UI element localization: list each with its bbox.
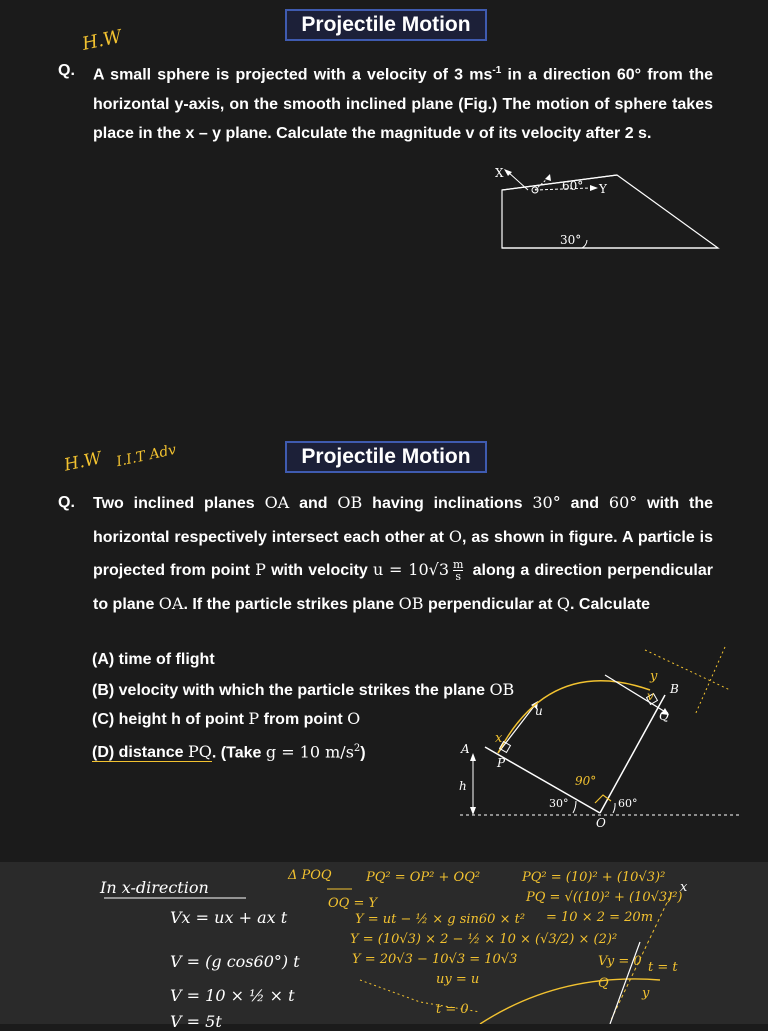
option-c: (C) height h of point P from point O — [92, 709, 361, 728]
pq-result: = 10 × 2 = 20m — [546, 910, 654, 925]
y-note: y — [642, 986, 650, 1001]
two-planes-figure — [455, 635, 755, 835]
angle-60-label-2: 60° — [618, 797, 638, 810]
uy-note: uy = u — [436, 972, 480, 987]
question-label: Q. — [58, 62, 75, 79]
y-equation-1: Y = ut − ½ × g sin60 × t² — [355, 912, 526, 927]
page-title: Projectile Motion — [285, 9, 487, 41]
options-list — [92, 645, 514, 763]
oq-equation: OQ = Y — [328, 896, 378, 911]
y-equation-3: Y = 20√3 − 10√3 = 10√3 — [352, 952, 518, 967]
question-text: A small sphere is projected with a velocity of 3 $ms^{-1}$ in a direction 60° from the horizontal y-axis, on the smooth inclined plane (Fig.) The motion of sphere takes place in the x – y plane. Calculate the magnitude v of its velocity after 2 s. — [93, 65, 713, 143]
angle-90-mark: 90° — [575, 774, 597, 788]
vx-equation: Vx = ux + ax t — [170, 908, 288, 927]
v-equation-2: V = 10 × ½ × t — [170, 986, 295, 1005]
inclined-plane-figure — [490, 160, 730, 255]
option-a: (A) time of flight — [92, 651, 215, 668]
triangle-label: Δ POQ — [288, 868, 332, 883]
t-note: t = t — [648, 960, 678, 975]
t0-note: t = 0 — [436, 1002, 469, 1017]
point-b-label: B — [670, 682, 679, 696]
hw-mark-2: H.W — [62, 448, 104, 476]
vy0-note: Vy = 0 — [598, 954, 642, 969]
pq-equation: PQ² = OP² + OQ² — [366, 870, 481, 885]
point-p-label: P — [497, 756, 506, 770]
angle-60-label: 60° — [562, 179, 584, 193]
angle-30-label-2: 30° — [549, 797, 569, 810]
velocity-v-mark: v — [647, 689, 654, 703]
question-text-2: Two inclined planes OA and OB having inclinations 30° and 60° with the horizontal respectively intersect each other at O, as shown in figure. A particle is projected from point P with velocity u = 10√3 $\frac{m}{s}$ along a direction perpendicular to plane OA. If the particle strikes plane OB perpendicular at Q. Calculate — [93, 493, 714, 613]
solution-area — [0, 862, 768, 1031]
hw-mark: H.W — [80, 26, 124, 55]
solution-heading: In x-direction — [100, 878, 209, 897]
solution-sketch — [0, 862, 768, 1024]
page-title-2: Projectile Motion — [285, 441, 487, 473]
option-b: (B) velocity with which the particle strikes the plane OB — [92, 679, 515, 699]
y-equation-2: Y = (10√3) × 2 − ½ × 10 × (√3/2) × (2)² — [350, 932, 618, 947]
pq-root: PQ = √((10)² + (10√3)²) — [526, 890, 683, 905]
y-axis-label: Y — [599, 182, 607, 196]
y-axis-mark: y — [650, 669, 658, 684]
q-note: Q — [598, 976, 609, 991]
source-mark: I.I.T Adv — [115, 441, 178, 471]
x-note: x — [680, 880, 688, 895]
x-axis-mark: x — [495, 731, 503, 746]
angle-30-label: 30° — [560, 233, 582, 247]
v-equation-3: V = 5t — [170, 1012, 222, 1031]
pq-squared: PQ² = (10)² + (10√3)² — [522, 870, 666, 885]
point-q-label: Q — [659, 709, 669, 723]
point-a-label: A — [461, 742, 470, 756]
x-axis-label: X — [495, 166, 504, 180]
height-label: h — [459, 779, 467, 793]
point-o-label: O — [596, 816, 606, 830]
question-label-2: Q. — [58, 494, 75, 511]
v-equation-1: V = (g cos60°) t — [170, 952, 300, 971]
option-d: (D) distance PQ. (Take g = 10 $m/s^2$) — [92, 741, 366, 761]
velocity-u-label: u — [535, 704, 543, 718]
